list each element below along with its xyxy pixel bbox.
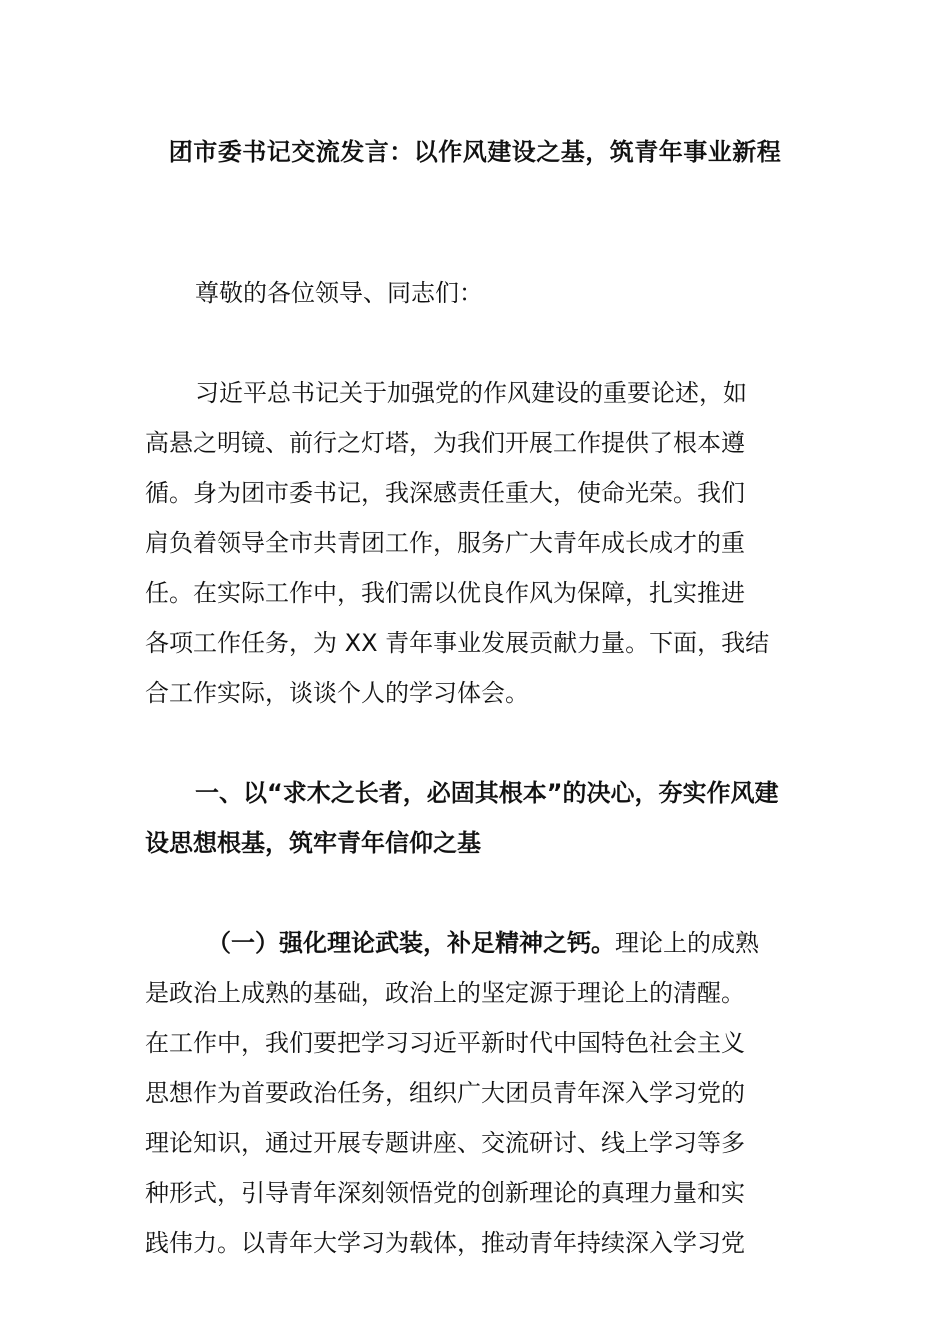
subsection-lead: （一）强化理论武装，补足精神之钙。: [207, 929, 615, 957]
document-title: 团市委书记交流发言：以作风建设之基，筑青年事业新程: [168, 138, 782, 166]
paragraph-line: 循。身为团市委书记，我深感责任重大，使命光荣。我们: [145, 479, 745, 507]
paragraph-line: 合工作实际，谈谈个人的学习体会。: [145, 679, 529, 707]
subsection-lead-rest: 理论上的成熟: [615, 929, 759, 957]
paragraph-line: 践伟力。以青年大学习为载体，推动青年持续深入学习党: [145, 1229, 745, 1257]
intro-paragraph: [145, 368, 805, 718]
paragraph-line: 是政治上成熟的基础，政治上的坚定源于理论上的清醒。: [145, 979, 745, 1007]
paragraph-line: 种形式，引导青年深刻领悟党的创新理论的真理力量和实: [145, 1179, 745, 1207]
subsection-paragraph: [145, 918, 805, 1268]
paragraph-line: 在工作中，我们要把学习习近平新时代中国特色社会主义: [145, 1029, 745, 1057]
paragraph-line: 习近平总书记关于加强党的作风建设的重要论述，如: [195, 379, 747, 407]
paragraph-line: 思想作为首要政治任务，组织广大团员青年深入学习党的: [145, 1079, 745, 1107]
paragraph-line: 任。在实际工作中，我们需以优良作风为保障，扎实推进: [145, 579, 745, 607]
section-heading-line: 设思想根基，筑牢青年信仰之基: [145, 829, 481, 857]
paragraph-line: 高悬之明镜、前行之灯塔，为我们开展工作提供了根本遵: [145, 429, 745, 457]
greeting: 尊敬的各位领导、同志们：: [195, 279, 483, 307]
spacer: [145, 318, 805, 368]
section-heading: [145, 768, 805, 868]
paragraph-line: 肩负着领导全市共青团工作，服务广大青年成长成才的重: [145, 529, 745, 557]
paragraph-line: 理论知识，通过开展专题讲座、交流研讨、线上学习等多: [145, 1129, 745, 1157]
section-heading-line: 一、以“求木之长者，必固其根本”的决心，夯实作风建: [195, 779, 779, 807]
document-body: [145, 268, 805, 1268]
spacer: [145, 718, 805, 768]
paragraph-line: 各项工作任务，为 XX 青年事业发展贡献力量。下面，我结: [145, 629, 770, 657]
paragraph-line: [145, 918, 805, 968]
spacer: [145, 868, 805, 918]
